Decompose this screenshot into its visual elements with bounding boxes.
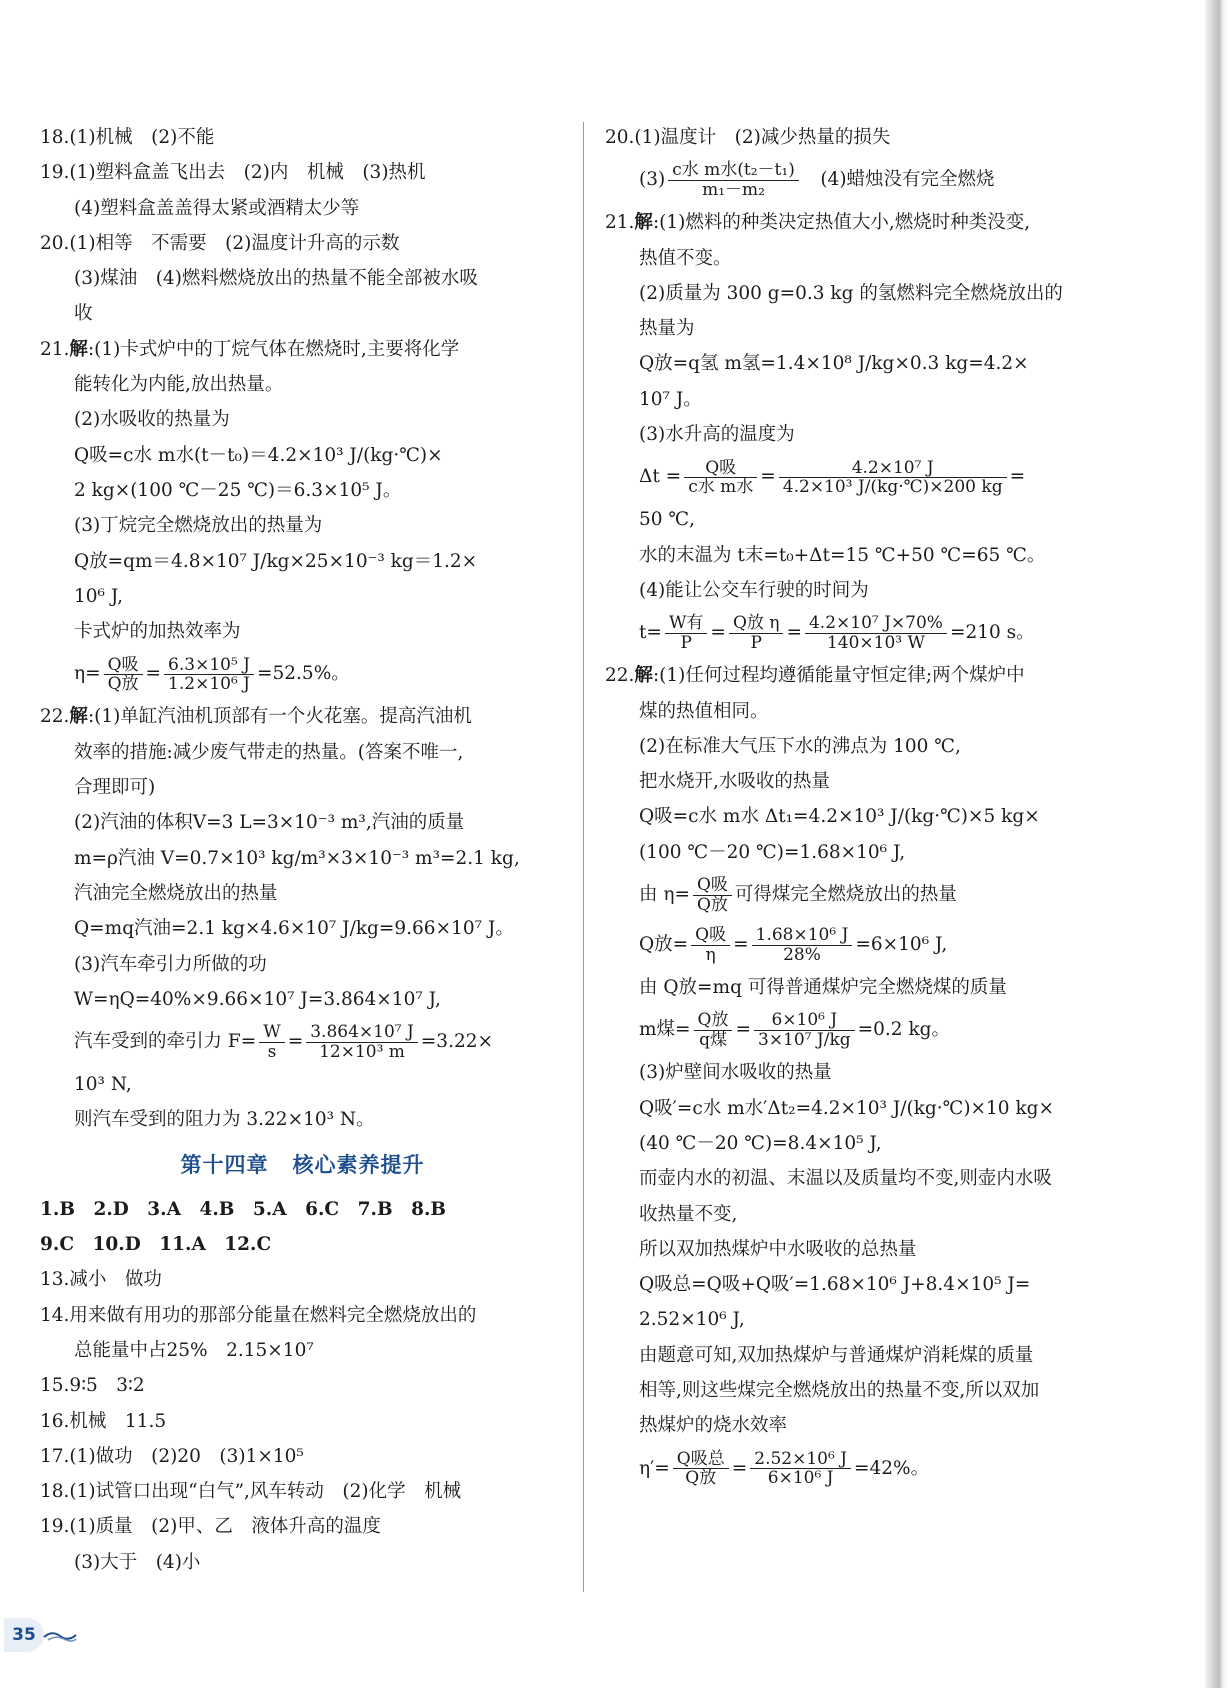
answer-line: 把水烧开,水吸收的热量 <box>639 771 830 793</box>
answer-line: 而壶内水的初温、末温以及质量均不变,则壶内水吸 <box>639 1168 1052 1190</box>
fraction: $\frac{\text{Q吸总}}{\text{Q放}}$ <box>673 1450 729 1488</box>
answer-line: 总能量中占25% 2.15×10⁷ <box>74 1339 314 1361</box>
fraction: $\frac{\text{Q放 η}}{P}$ <box>729 614 784 652</box>
answer-line: 相等,则这些煤完全燃烧放出的热量不变,所以双加 <box>639 1380 1040 1402</box>
fraction: $\frac{\text{c水 m水(t₂－t₁)}}{\text{m₁－m₂}}$ <box>668 161 799 199</box>
answer-line: 能转化为内能,放出热量。 <box>74 374 284 396</box>
answer-line: 合理即可) <box>74 777 156 799</box>
answer-line: 则汽车受到的阻力为 3.22×10³ N。 <box>74 1109 375 1131</box>
answer-line: 1.B 2.D 3.A 4.B 5.A 6.C 7.B 8.B <box>40 1198 447 1220</box>
chapter-title: 第十四章 核心素养提升 <box>180 1152 425 1177</box>
formula-line: Q吸=c水 m水 Δt₁=4.2×10³ J/(kg·℃)×5 kg× <box>639 806 1040 828</box>
efficiency-formula: η= $\frac{\text{Q吸}}{\text{Q放}}$ = $\frac{\text{6.3×10⁵ J}}{\text{1.2×10⁶ J}}$ =52.5%。 <box>74 654 350 694</box>
formula-line: W=ηQ=40%×9.66×10⁷ J=3.864×10⁷ J, <box>74 988 441 1010</box>
fraction: $\frac{\text{6×10⁶ J}}{\text{3×10⁷ J/kg}}$ <box>754 1011 855 1049</box>
traction-formula: 汽车受到的牵引力 F= $\frac{W}{s}$ = $\frac{\text{3.864×10⁷ J}}{\text{12×10³ m}}$ =3.22× <box>74 1022 493 1062</box>
formula-line: Q吸′=c水 m水′Δt₂=4.2×10³ J/(kg·℃)×10 kg× <box>639 1097 1055 1119</box>
fraction: $\frac{\text{4.2×10⁷ J×70\%}}{\text{140×10³ W}}$ <box>805 614 947 652</box>
answer-formula: (3) $\frac{\text{c水 m水(t₂－t₁)}}{\text{m₁－m₂}}$ (4)蜡烛没有完全燃烧 <box>639 160 995 200</box>
formula-line: 10⁶ J, <box>74 585 124 607</box>
fraction: $\frac{\text{W有}}{P}$ <box>665 614 707 652</box>
answer-line: 9.C 10.D 11.A 12.C <box>40 1234 272 1256</box>
answer-line: (2)在标准大气压下水的沸点为 100 ℃, <box>639 735 961 757</box>
solution-label: 解 <box>634 665 653 687</box>
formula-line: Q吸=c水 m水(t－t₀)＝4.2×10³ J/(kg·℃)× <box>74 444 443 466</box>
page-ornament-icon <box>42 1628 78 1644</box>
question-number: 21. <box>40 338 70 360</box>
answer-line: 汽油完全燃烧放出的热量 <box>74 882 278 904</box>
answer-line: (3)大于 (4)小 <box>74 1551 201 1573</box>
formula-line: Q吸总=Q吸+Q吸′=1.68×10⁶ J+8.4×10⁵ J= <box>639 1274 1031 1296</box>
page-edge-shadow <box>1205 0 1231 1688</box>
solution-label: 解 <box>69 338 88 360</box>
answer-line: (3)汽车牵引力所做的功 <box>74 953 267 975</box>
answer-line: 所以双加热煤炉中水吸收的总热量 <box>639 1238 917 1260</box>
solution-heading-21 <box>40 332 565 367</box>
left-column <box>40 120 565 1580</box>
formula-line: 10⁷ J。 <box>639 388 702 410</box>
answer-line: 煤的热值相同。 <box>639 700 769 722</box>
formula-line: Q放=qm＝4.8×10⁷ J/kg×25×10⁻³ kg＝1.2× <box>74 550 478 572</box>
formula-line: 10³ N, <box>74 1074 132 1096</box>
fraction: $\frac{W}{s}$ <box>259 1023 284 1061</box>
answer-line: (3)水升高的温度为 <box>639 424 795 446</box>
solution-text: :(1)卡式炉中的丁烷气体在燃烧时,主要将化学 <box>87 338 460 360</box>
fraction: $\frac{\text{2.52×10⁶ J}}{\text{6×10⁶ J}}$ <box>750 1450 851 1488</box>
formula-line: 50 ℃, <box>639 509 695 531</box>
answer-line: 收热量不变, <box>639 1203 738 1225</box>
fraction: $\frac{\text{3.864×10⁷ J}}{\text{12×10³ m}}$ <box>306 1023 418 1061</box>
fraction: $\frac{\text{Q吸}}{\text{Q放}}$ <box>104 656 143 694</box>
answer-line: 热量为 <box>639 318 695 340</box>
right-column <box>605 120 1135 1494</box>
solution-heading-22 <box>605 658 1135 693</box>
efficiency-formula: η′= $\frac{\text{Q吸总}}{\text{Q放}}$ = $\frac{\text{2.52×10⁶ J}}{\text{6×10⁶ J}}$ =42%。 <box>639 1448 930 1489</box>
answer-line: 20.(1)相等 不需要 (2)温度计升高的示数 <box>40 232 400 254</box>
answer-line: (2)水吸收的热量为 <box>74 409 230 431</box>
answer-line: 19.(1)质量 (2)甲、乙 液体升高的温度 <box>40 1516 381 1538</box>
formula-line: m=ρ汽油 V=0.7×10³ kg/m³×3×10⁻³ m³=2.1 kg, <box>74 847 520 869</box>
formula-line: 2 kg×(100 ℃－25 ℃)＝6.3×10⁵ J。 <box>74 479 402 501</box>
answer-line: 15.9∶5 3∶2 <box>40 1375 145 1397</box>
answer-line: (3)煤油 (4)燃料燃烧放出的热量不能全部被水吸 <box>74 268 478 290</box>
answer-line: 18.(1)机械 (2)不能 <box>40 127 215 148</box>
formula-line: 2.52×10⁶ J, <box>639 1309 745 1331</box>
page-number: 35 <box>4 1618 44 1652</box>
formula-line: Q=mq汽油=2.1 kg×4.6×10⁷ J/kg=9.66×10⁷ J。 <box>74 918 514 940</box>
fraction: $\frac{\text{Q吸}}{\text{Q放}}$ <box>693 876 732 914</box>
fraction: $\frac{\text{Q吸}}{\text{c水 m水}}$ <box>684 459 757 497</box>
answer-line: (2)质量为 300 g=0.3 kg 的氢燃料完全燃烧放出的 <box>639 282 1063 304</box>
formula-line: (100 ℃－20 ℃)=1.68×10⁶ J, <box>639 841 906 863</box>
question-number: 21. <box>605 212 635 234</box>
answer-line: 热值不变。 <box>639 247 732 269</box>
fraction: $\frac{\text{Q放}}{\text{q煤}}$ <box>694 1011 733 1049</box>
answer-line: 13.减小 做功 <box>40 1269 162 1291</box>
answer-line: 18.(1)试管口出现“白气”,风车转动 (2)化学 机械 <box>40 1481 462 1503</box>
answer-line: 14.用来做有用功的那部分能量在燃料完全燃烧放出的 <box>40 1304 477 1326</box>
column-divider <box>583 122 584 1592</box>
time-formula: t= $\frac{\text{W有}}{P}$ = $\frac{\text{Q放 η}}{P}$ = $\frac{\text{4.2×10⁷ J×70\%}}{\text{140×10³ W}}$ =210 s。 <box>639 613 1035 653</box>
answer-line: (2)汽油的体积V=3 L=3×10⁻³ m³,汽油的质量 <box>74 812 465 834</box>
coal-mass-formula: m煤= $\frac{\text{Q放}}{\text{q煤}}$ = $\frac{\text{6×10⁶ J}}{\text{3×10⁷ J/kg}}$ =0.2 kg。 <box>639 1010 950 1050</box>
fraction: $\frac{\text{1.68×10⁶ J}}{28\%}$ <box>752 926 853 964</box>
answer-line: 20.(1)温度计 (2)减少热量的损失 <box>605 127 891 148</box>
answer-line: (4)能让公交车行驶的时间为 <box>639 579 869 601</box>
solution-heading-22 <box>40 699 565 734</box>
temperature-formula: Δt = $\frac{\text{Q吸}}{\text{c水 m水}}$ = $\frac{\text{4.2×10⁷ J}}{\text{4.2×10³ J/(kg·℃)×200 kg}}$ = <box>639 457 1026 497</box>
answer-line: 卡式炉的加热效率为 <box>74 621 241 643</box>
answer-line: 收 <box>74 303 93 325</box>
answer-line: 效率的措施:减少废气带走的热量。(答案不唯一, <box>74 741 464 763</box>
heat-released-formula: Q放= $\frac{\text{Q吸}}{\eta}$ = $\frac{\text{1.68×10⁶ J}}{28\%}$ =6×10⁶ J, <box>639 925 948 965</box>
solution-text: :(1)燃料的种类决定热值大小,燃烧时种类没变, <box>652 212 1031 234</box>
solution-label: 解 <box>69 706 88 728</box>
fraction: $\frac{\text{4.2×10⁷ J}}{\text{4.2×10³ J/(kg·℃)×200 kg}}$ <box>779 459 1007 497</box>
solution-label: 解 <box>634 212 653 234</box>
answer-line: 由 Q放=mq 可得普通煤炉完全燃烧煤的质量 <box>639 977 1007 999</box>
formula-line: Q放=q氢 m氢=1.4×10⁸ J/kg×0.3 kg=4.2× <box>639 353 1029 375</box>
answer-line: 16.机械 11.5 <box>40 1410 167 1432</box>
answer-line: 17.(1)做功 (2)20 (3)1×10⁵ <box>40 1445 304 1467</box>
heat-formula: 由 η= $\frac{\text{Q吸}}{\text{Q放}}$ 可得煤完全燃烧放出的热量 <box>639 875 957 915</box>
formula-line: (40 ℃－20 ℃)=8.4×10⁵ J, <box>639 1132 882 1154</box>
question-number: 22. <box>40 706 70 728</box>
solution-text: :(1)任何过程均遵循能量守恒定律;两个煤炉中 <box>652 665 1025 687</box>
answer-line: (4)塑料盒盖盖得太紧或酒精太少等 <box>74 197 360 219</box>
formula-line: 水的末温为 t末=t₀+Δt=15 ℃+50 ℃=65 ℃。 <box>639 544 1046 566</box>
question-number: 22. <box>605 665 635 687</box>
solution-heading-21 <box>605 205 1135 240</box>
answer-line: (3)丁烷完全燃烧放出的热量为 <box>74 515 323 537</box>
answer-line: 由题意可知,双加热煤炉与普通煤炉消耗煤的质量 <box>639 1344 1034 1366</box>
fraction: $\frac{\text{6.3×10⁵ J}}{\text{1.2×10⁶ J}}$ <box>164 656 254 694</box>
solution-text: :(1)单缸汽油机顶部有一个火花塞。提高汽油机 <box>87 706 472 728</box>
fraction: $\frac{\text{Q吸}}{\eta}$ <box>691 926 730 964</box>
answer-line: 19.(1)塑料盒盖飞出去 (2)内 机械 (3)热机 <box>40 162 426 184</box>
answer-line: (3)炉壁间水吸收的热量 <box>639 1062 832 1084</box>
answer-line: 热煤炉的烧水效率 <box>639 1415 788 1437</box>
